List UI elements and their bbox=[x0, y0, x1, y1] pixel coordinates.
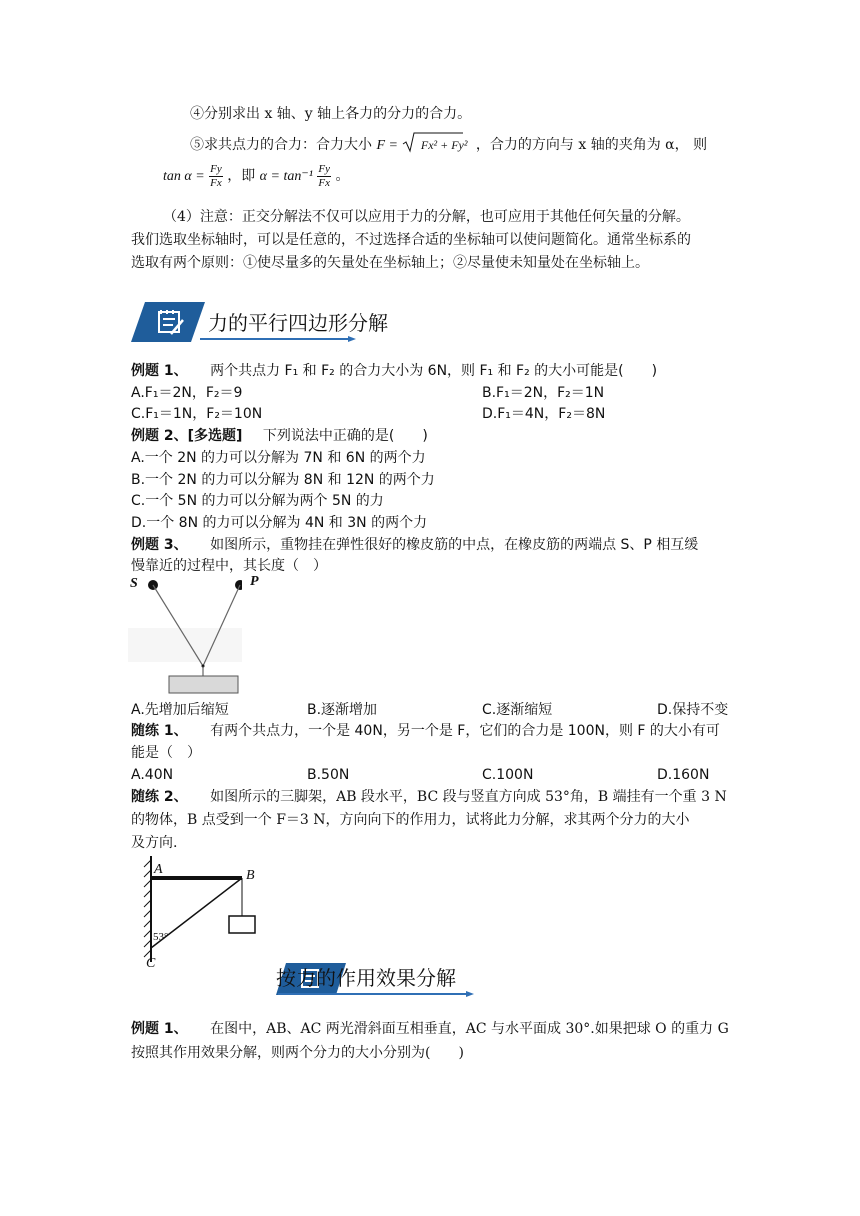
practice-1-text-2: 能是（ ） bbox=[131, 745, 201, 761]
example-1-option-a[interactable]: A.F₁＝2N，F₂＝9 bbox=[131, 385, 243, 401]
practice-2-text-3: 及方向. bbox=[131, 835, 178, 851]
example-1-option-b[interactable]: B.F₁＝2N，F₂＝1N bbox=[482, 385, 605, 401]
example-2-text: 下列说法中正确的是( ) bbox=[262, 428, 428, 444]
practice-1-option-a[interactable]: A.40N bbox=[131, 767, 174, 783]
sqrt-inner: Fx² + Fy² bbox=[420, 138, 468, 152]
example-1-text: 两个共点力 F₁ 和 F₂ 的合力大小为 6N，则 F₁ 和 F₂ 的大小可能是( ) bbox=[210, 363, 658, 379]
practice-2-label: 随练 2、 bbox=[131, 789, 188, 805]
underline-arrow-icon-2 bbox=[466, 989, 476, 999]
practice-1-text-1: 有两个共点力，一个是 40N，另一个是 F，它们的合力是 100N，则 F 的大小有可 bbox=[210, 723, 720, 739]
fraction-denominator-2: Fx bbox=[318, 176, 330, 189]
example-4 bbox=[131, 1019, 729, 1039]
formula-F: F = bbox=[376, 138, 398, 153]
rubber-band-figure bbox=[128, 574, 242, 696]
intro-line-3-end: 。 bbox=[335, 168, 350, 184]
note-line-1: （4）注意：正交分解法不仅可以应用于力的分解，也可应用于其他任何矢量的分解。 bbox=[163, 209, 690, 225]
section-title-2: 按力的作用效果分解 bbox=[276, 966, 456, 990]
example-3-label: 例题 3、 bbox=[131, 537, 188, 553]
example-3-option-b[interactable]: B.逐渐增加 bbox=[307, 702, 378, 718]
example-1-option-c[interactable]: C.F₁＝1N，F₂＝10N bbox=[131, 406, 263, 422]
tripod-label-c: C bbox=[146, 956, 156, 971]
intro-line-3-mid: ，即 bbox=[227, 168, 256, 184]
section-underline-1 bbox=[200, 338, 352, 340]
tan-label: tan α = bbox=[163, 169, 205, 184]
underline-arrow-icon bbox=[348, 334, 358, 344]
example-4-text-1: 在图中，AB、AC 两光滑斜面互相垂直，AC 与水平面成 30°.如果把球 O 的重力 G bbox=[210, 1021, 729, 1037]
example-1 bbox=[131, 361, 657, 381]
example-1-label: 例题 1、 bbox=[131, 363, 188, 379]
intro-line-3 bbox=[163, 162, 349, 191]
practice-1 bbox=[131, 721, 720, 741]
note-line-2: 我们选取坐标轴时，可以是任意的，不过选择合适的坐标轴可以使问题简化。通常坐标系的 bbox=[131, 232, 691, 248]
section-title-1: 力的平行四边形分解 bbox=[208, 311, 388, 335]
figure-label-p: P bbox=[250, 574, 259, 589]
example-4-label: 例题 1、 bbox=[131, 1021, 188, 1037]
example-2-label: 例题 2、[多选题] bbox=[131, 428, 243, 444]
example-2-option-b[interactable]: B.一个 2N 的力可以分解为 8N 和 12N 的两个力 bbox=[131, 472, 435, 488]
example-1-option-d[interactable]: D.F₁＝4N，F₂＝8N bbox=[482, 406, 606, 422]
example-2-option-d[interactable]: D.一个 8N 的力可以分解为 4N 和 3N 的两个力 bbox=[131, 515, 428, 531]
alpha-label: α = tan⁻¹ bbox=[259, 169, 313, 184]
example-3 bbox=[131, 535, 698, 555]
example-3-option-a[interactable]: A.先增加后缩短 bbox=[131, 702, 229, 718]
practice-2-text-1: 如图所示的三脚架，AB 段水平，BC 段与竖直方向成 53°角，B 端挂有一个重 3 N bbox=[210, 789, 727, 805]
section-underline-2 bbox=[278, 993, 470, 995]
fraction-denominator: Fx bbox=[210, 176, 222, 189]
tripod-label-b: B bbox=[246, 868, 255, 883]
tripod-label-a: A bbox=[154, 862, 163, 877]
example-3-text-2: 慢靠近的过程中，其长度（ ） bbox=[131, 558, 327, 574]
practice-1-option-c[interactable]: C.100N bbox=[482, 767, 534, 783]
section-badge-icon bbox=[131, 300, 205, 344]
note-line-3: 选取有两个原则：①使尽量多的矢量处在坐标轴上；②尽量使未知量处在坐标轴上。 bbox=[131, 255, 649, 271]
fraction-numerator-2: Fy bbox=[318, 162, 330, 175]
figure-label-s: S bbox=[130, 576, 138, 591]
example-4-text-2: 按照其作用效果分解，则两个分力的大小分别为( ) bbox=[131, 1045, 464, 1061]
practice-1-label: 随练 1、 bbox=[131, 723, 188, 739]
practice-1-option-b[interactable]: B.50N bbox=[307, 767, 350, 783]
practice-2 bbox=[131, 787, 727, 807]
example-3-text-1: 如图所示，重物挂在弹性很好的橡皮筋的中点，在橡皮筋的两端点 S、P 相互缓 bbox=[210, 537, 699, 553]
example-2 bbox=[131, 426, 428, 446]
example-2-option-c[interactable]: C.一个 5N 的力可以分解为两个 5N 的力 bbox=[131, 493, 384, 509]
example-2-option-a[interactable]: A.一个 2N 的力可以分解为 7N 和 6N 的两个力 bbox=[131, 450, 426, 466]
fraction-numerator: Fy bbox=[210, 162, 222, 175]
example-3-option-c[interactable]: C.逐渐缩短 bbox=[482, 702, 553, 718]
intro-line-2 bbox=[190, 131, 707, 159]
tripod-angle-label: 53° bbox=[153, 931, 169, 943]
intro-line-1: ④分别求出 x 轴、y 轴上各力的分力的合力。 bbox=[190, 106, 472, 122]
alpha-fraction bbox=[317, 163, 331, 190]
example-3-option-d[interactable]: D.保持不变 bbox=[657, 702, 729, 718]
practice-1-option-d[interactable]: D.160N bbox=[657, 767, 710, 783]
tan-fraction bbox=[209, 163, 223, 190]
intro-line-2-post: ，合力的方向与 x 轴的夹角为 α， 则 bbox=[475, 137, 708, 153]
intro-line-2-pre: ⑤求共点力的合力：合力大小 bbox=[190, 137, 372, 153]
practice-2-text-2: 的物体，B 点受到一个 F＝3 N，方向向下的作用力，试将此力分解，求其两个分力的大小 bbox=[131, 812, 690, 828]
